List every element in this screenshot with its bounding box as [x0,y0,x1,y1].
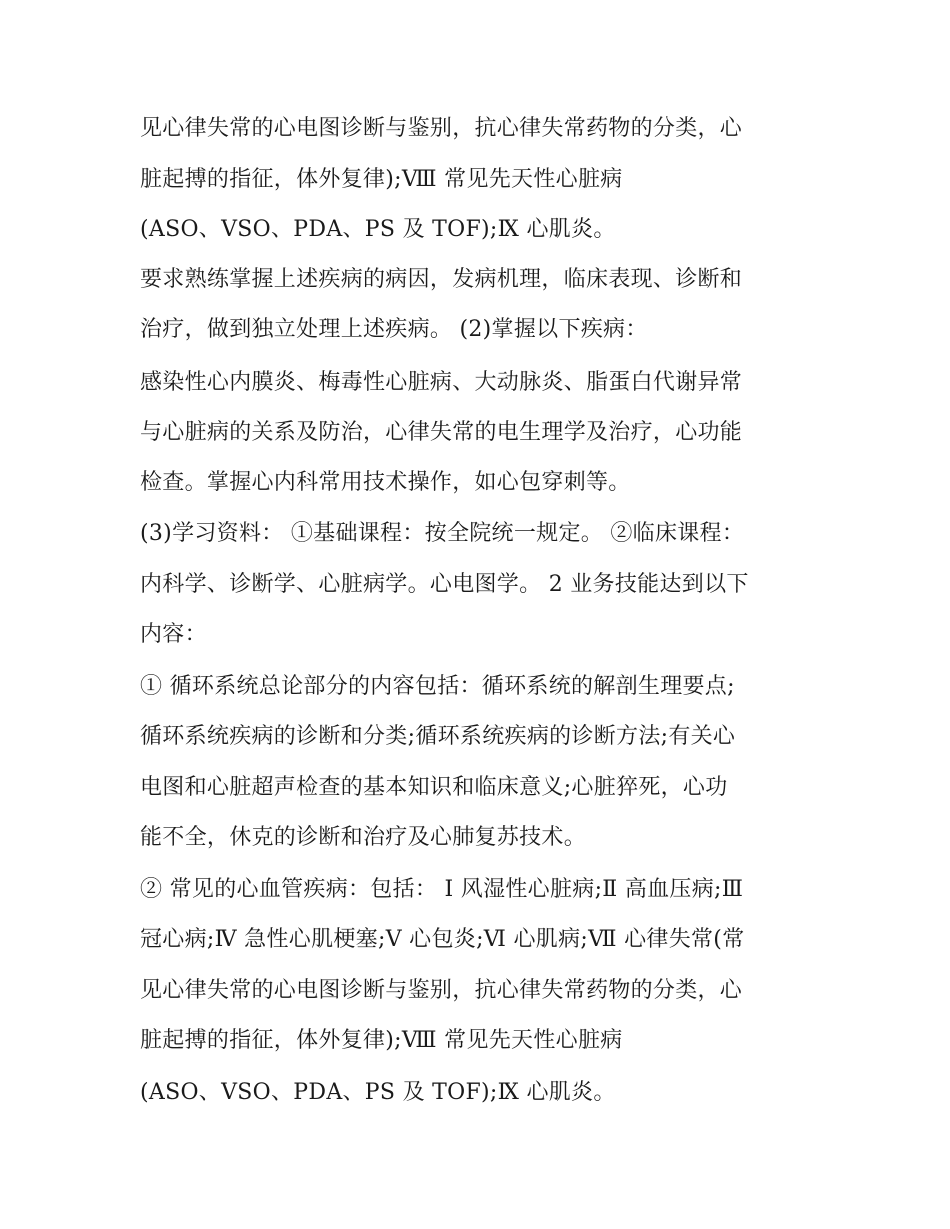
text-line-18: 见心律失常的心电图诊断与鉴别，抗心律失常药物的分类，心 [140,978,743,1003]
text-line-16: ② 常见的心血管疾病：包括： Ⅰ 风湿性心脏病;Ⅱ 高血压病;Ⅲ [140,877,744,902]
text-line-7: 与心脏病的关系及防治，心律失常的电生理学及治疗，心功能 [140,420,743,445]
text-line-4: 要求熟练掌握上述疾病的病因，发病机理，临床表现、诊断和 [140,267,743,292]
text-line-6: 感染性心内膜炎、梅毒性心脏病、大动脉炎、脂蛋白代谢异常 [140,370,743,395]
text-line-17: 冠心病;Ⅳ 急性心肌梗塞;Ⅴ 心包炎;Ⅵ 心肌病;Ⅶ 心律失常(常 [140,927,745,952]
text-line-8: 检查。掌握心内科常用技术操作，如心包穿刺等。 [140,470,631,495]
text-line-11: 内容： [140,622,207,647]
text-line-10: 内科学、诊断学、心脏病学。心电图学。 2 业务技能达到以下 [140,572,749,597]
text-line-13: 循环系统疾病的诊断和分类;循环系统疾病的诊断方法;有关心 [140,724,736,749]
text-line-1: 见心律失常的心电图诊断与鉴别，抗心律失常药物的分类，心 [140,116,743,141]
text-line-9: (3)学习资料： ①基础课程：按全院统一规定。 ②临床课程： [140,521,745,546]
text-line-15: 能不全，休克的诊断和治疗及心肺复苏技术。 [140,825,587,850]
text-line-2: 脏起搏的指征，体外复律);Ⅷ 常见先天性心脏病 [140,167,623,192]
text-line-5: 治疗，做到独立处理上述疾病。 (2)掌握以下疾病： [140,317,648,342]
text-line-19: 脏起搏的指征，体外复律);Ⅷ 常见先天性心脏病 [140,1028,623,1053]
text-line-14: 电图和心脏超声检查的基本知识和临床意义;心脏猝死，心功 [140,775,728,800]
text-line-20: (ASO、VSO、PDA、PS 及 TOF);Ⅸ 心肌炎。 [140,1080,616,1105]
text-line-3: (ASO、VSO、PDA、PS 及 TOF);Ⅸ 心肌炎。 [140,217,616,242]
text-line-12: ① 循环系统总论部分的内容包括：循环系统的解剖生理要点; [140,674,735,699]
